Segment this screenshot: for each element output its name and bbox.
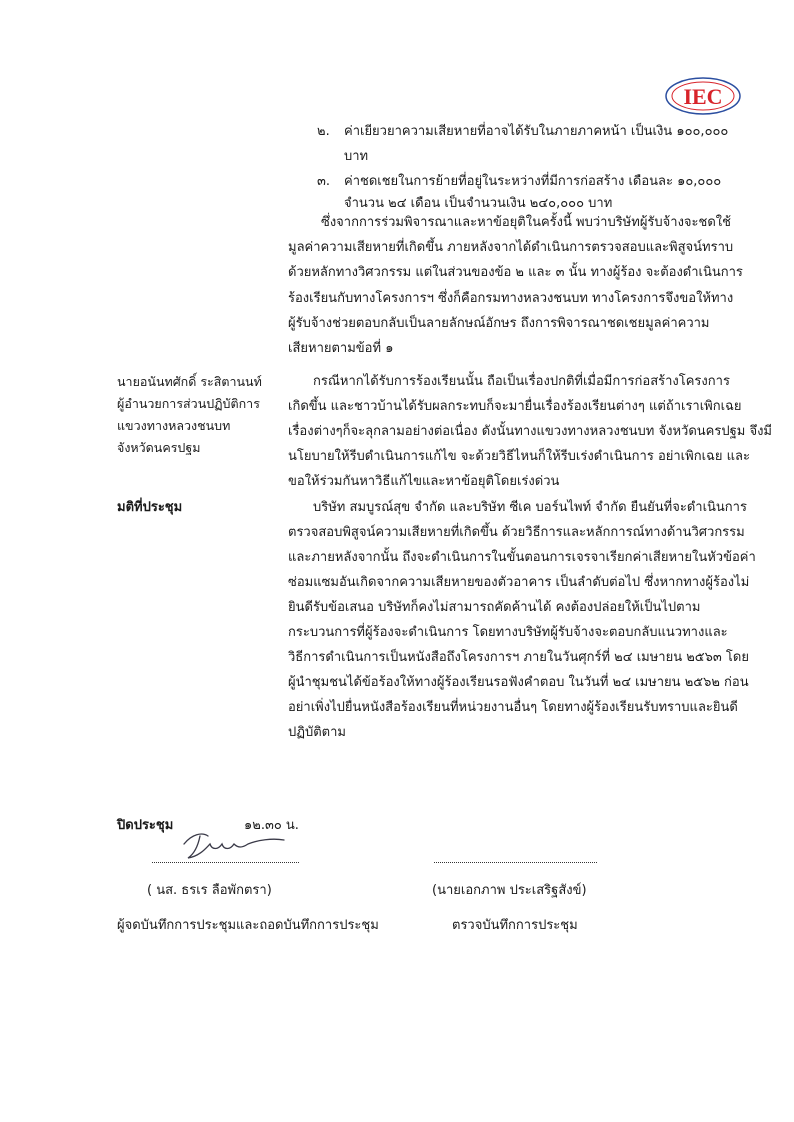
speaker-info [117, 371, 292, 459]
left-signatory-role: ผู้จดบันทึกการประชุมและถอดบันทึกการประชุม [117, 918, 379, 933]
resolution-line: ยินดีรับข้อเสนอ บริษัทก็คงไม่สามารถคัดค้านได้ คงต้องปล่อยให้เป็นไปตาม [288, 600, 701, 615]
resolution-line: ซ่อมแซมอันเกิดจากความเสียหายของตัวอาคาร เป็นลำดับต่อไป ซึ่งหากทางผู้ร้องไม่ [288, 575, 750, 590]
right-signatory-name: (นายเอกภาพ ประเสริฐสังข์) [432, 883, 587, 898]
speaker-position: ผู้อำนวยการส่วนปฏิบัติการ [117, 396, 260, 411]
right-signatory-role: ตรวจบันทึกการประชุม [452, 918, 578, 933]
resolution-line: วิธีการดำเนินการเป็นหนังสือถึงโครงการฯ ภายในวันศุกร์ที่ ๒๔ เมษายน ๒๕๖๓ โดย [288, 650, 749, 665]
item-2-number: ๒. [317, 124, 330, 139]
para1-line: มูลค่าความเสียหายที่เกิดขึ้น ภายหลังจากได้ดำเนินการตรวจสอบและพิสูจน์ทราบ [288, 240, 734, 255]
para1-line: ด้วยหลักทางวิศวกรรม แต่ในส่วนของข้อ ๒ และ ๓ นั้น ทางผู้ร้อง จะต้องดำเนินการ [288, 265, 743, 280]
para1-line: ซึ่งจากการร่วมพิจารณาและหาข้อยุติในครั้งนี้ พบว่าบริษัทผู้รับจ้างจะชดใช้ [321, 215, 731, 230]
right-signature-line [434, 861, 597, 863]
para1-line: เสียหายตามข้อที่ ๑ [288, 341, 394, 356]
resolution-line: ปฏิบัติตาม [288, 725, 346, 740]
para1-line: ร้องเรียนกับทางโครงการฯ ซึ่งก็คือกรมทางหลวงชนบท ทางโครงการจึงขอให้ทาง [288, 291, 734, 306]
item-3-line-1: ค่าชดเชยในการย้ายที่อยู่ในระหว่างที่มีการก่อสร้าง เดือนละ ๑๐,๐๐๐ [344, 174, 722, 189]
resolution-line: ผู้นำชุมชนได้ข้อร้องให้ทางผู้ร้องเรียนรอฟังคำตอบ ในวันที่ ๒๔ เมษายน ๒๕๖๒ ก่อน [288, 675, 749, 690]
iec-logo [664, 76, 742, 116]
item-2-line-2: บาท [344, 149, 369, 164]
resolution-label: มติที่ประชุม [117, 500, 183, 515]
closing-label: ปิดประชุม [117, 818, 174, 833]
resolution-line: กระบวนการที่ผู้ร้องจะดำเนินการ โดยทางบริษัทผู้รับจ้างจะตอบกลับแนวทางและ [288, 625, 728, 640]
item-3-line-2: จำนวน ๒๔ เดือน เป็นจำนวนเงิน ๒๔๐,๐๐๐ บาท [344, 196, 613, 211]
handwritten-signature [178, 826, 288, 866]
para1-line: ผู้รับจ้างช่วยตอบกลับเป็นลายลักษณ์อักษร ถึงการพิจารณาชดเชยมูลค่าความ [288, 316, 710, 331]
closing-time: ๑๒.๓๐ น. [244, 818, 299, 833]
item-3-number: ๓. [317, 174, 331, 189]
resolution-line: และภายหลังจากนั้น ถึงจะดำเนินการในขั้นตอนการเจรจาเรียกค่าเสียหายในหัวข้อค่า [288, 550, 756, 565]
logo-text: IEC [683, 84, 723, 109]
item-2-line-1: ค่าเยียวยาความเสียหายที่อาจได้รับในภายภาคหน้า เป็นเงิน ๑๐๐,๐๐๐ [344, 124, 729, 139]
resolution-line: ตรวจสอบพิสูจน์ความเสียหายที่เกิดขึ้น ด้วยวิธีการและหลักการณ์ทางด้านวิศวกรรม [288, 525, 745, 540]
speaker-text-line: ขอให้ร่วมกันหาวิธีแก้ไขและหาข้อยุติโดยเร่งด่วน [288, 474, 560, 489]
speaker-text-line: เรื่องต่างๆก็จะลุกลามอย่างต่อเนื่อง ดังนั้นทางแขวงทางหลวงชนบท จังหวัดนครปฐม จึงมี [288, 424, 772, 439]
resolution-line: บริษัท สมบูรณ์สุข จำกัด และบริษัท ซีเค บอร์นไพท์ จำกัด ยืนยันที่จะดำเนินการ [313, 500, 747, 515]
speaker-office: แขวงทางหลวงชนบท [117, 418, 231, 433]
speaker-province: จังหวัดนครปฐม [117, 440, 201, 455]
speaker-name: นายอนันทศักดิ์ ระสิตานนท์ [117, 374, 262, 389]
resolution-line: อย่าเพิ่งไปยื่นหนังสือร้องเรียนที่หน่วยงานอื่นๆ โดยทางผู้ร้องเรียนรับทราบและยินดี [288, 700, 738, 715]
speaker-text-line: นโยบายให้รีบดำเนินการแก้ไข จะด้วยวิธีไหนก็ให้รีบเร่งดำเนินการ อย่าเพิกเฉย และ [288, 449, 750, 464]
left-signatory-name: ( นส. ธรเร ลือพักตรา) [147, 883, 272, 898]
left-signature-line [152, 861, 299, 863]
speaker-text-line: เกิดขึ้น และชาวบ้านได้รับผลกระทบก็จะมายื่นเรื่องร้องเรียนต่างๆ แต่ถ้าเราเพิกเฉย [288, 399, 742, 414]
speaker-text-line: กรณีหากได้รับการร้องเรียนนั้น ถือเป็นเรื่องปกติที่เมื่อมีการก่อสร้างโครงการ [313, 374, 730, 389]
